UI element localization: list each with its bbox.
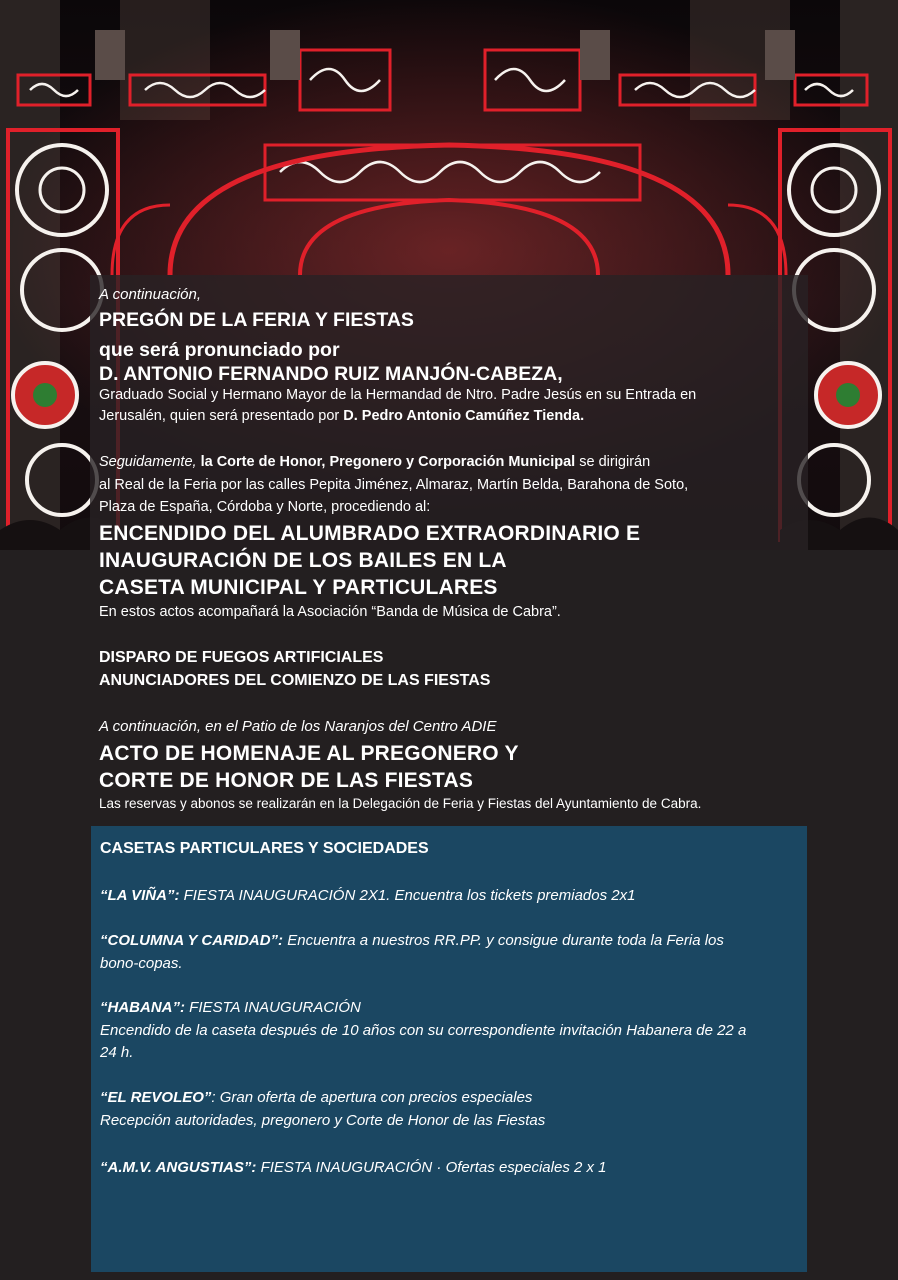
caseta-desc-line: 24 h. [100,1044,134,1061]
casetas-panel [91,826,807,1272]
homenaje-heading1: ACTO DE HOMENAJE AL PREGONERO Y [99,742,519,765]
pregon-bio-line1: Graduado Social y Hermano Mayor de la Hermandad de Ntro. Padre Jesús en su Entrada en [99,387,697,403]
caseta-desc: FIESTA INAUGURACIÓN [189,999,361,1016]
caseta-desc-line: Recepción autoridades, pregonero y Corte de Honor de las Fiestas [100,1112,546,1129]
homenaje-note: Las reservas y abonos se realizarán en la Delegación de Feria y Fiestas del Ayuntamiento de Cabra. [99,796,702,811]
caseta-la-vina [100,885,635,907]
encendido-corte: la Corte de Honor, Pregonero y Corporación Municipal [200,454,576,470]
caseta-desc-line: bono-copas. [100,955,183,972]
pregon-line2: que será pronunciado por [99,339,340,361]
encendido-heading1: ENCENDIDO DEL ALUMBRADO EXTRAORDINARIO E [99,522,641,545]
pregon-title: PREGÓN DE LA FERIA Y FIESTAS [99,309,414,331]
encendido-line3: Plaza de España, Córdoba y Norte, procediendo al: [99,499,431,515]
homenaje-heading2: CORTE DE HONOR DE LAS FIESTAS [99,769,474,792]
caseta-amv-angustias [100,1157,607,1179]
caseta-name: “HABANA”: [100,999,185,1016]
fuegos-line1: DISPARO DE FUEGOS ARTIFICIALES [99,649,384,666]
caseta-desc: : Gran oferta de apertura con precios especiales [211,1089,533,1106]
encendido-seguidamente: Seguidamente, [99,454,201,470]
fuegos-line2: ANUNCIADORES DEL COMIENZO DE LAS FIESTAS [99,672,491,689]
caseta-desc: FIESTA INAUGURACIÓN · Ofertas especiales 2 x 1 [260,1159,607,1176]
pregon-speaker: D. ANTONIO FERNANDO RUIZ MANJÓN-CABEZA, [99,363,563,385]
pregon-intro: A continuación, [99,286,202,303]
encendido-line1 [99,452,650,473]
encendido-suffix: se dirigirán [575,454,651,470]
caseta-name: “EL REVOLEO” [100,1089,212,1106]
caseta-desc: FIESTA INAUGURACIÓN 2X1. Encuentra los tickets premiados 2x1 [183,887,636,904]
caseta-el-revoleo [100,1087,532,1109]
encendido-heading2: INAUGURACIÓN DE LOS BAILES EN LA [99,549,507,572]
presenter-name: D. Pedro Antonio Camúñez Tienda. [343,408,585,424]
pregon-bio-line2 [99,406,584,427]
caseta-name: “A.M.V. ANGUSTIAS”: [100,1159,257,1176]
caseta-desc-line: Encendido de la caseta después de 10 años con su correspondiente invitación Habanera de 22 a [100,1022,747,1039]
caseta-name: “COLUMNA Y CARIDAD”: [100,932,284,949]
casetas-title: CASETAS PARTICULARES Y SOCIEDADES [100,840,429,857]
encendido-heading3: CASETA MUNICIPAL Y PARTICULARES [99,576,498,599]
caseta-name: “LA VIÑA”: [100,887,180,904]
caseta-habana [100,997,361,1019]
caseta-columna-y-caridad [100,930,724,952]
encendido-note: En estos actos acompañará la Asociación “Banda de Música de Cabra”. [99,604,561,620]
caseta-desc: Encuentra a nuestros RR.PP. y consigue durante toda la Feria los [287,932,724,949]
bio-text: Jerusalén, quien será presentado por [99,408,344,424]
homenaje-intro: A continuación, en el Patio de los Naranjos del Centro ADIE [99,718,497,735]
encendido-line2: al Real de la Feria por las calles Pepita Jiménez, Almaraz, Martín Belda, Barahona de Soto, [99,477,689,493]
